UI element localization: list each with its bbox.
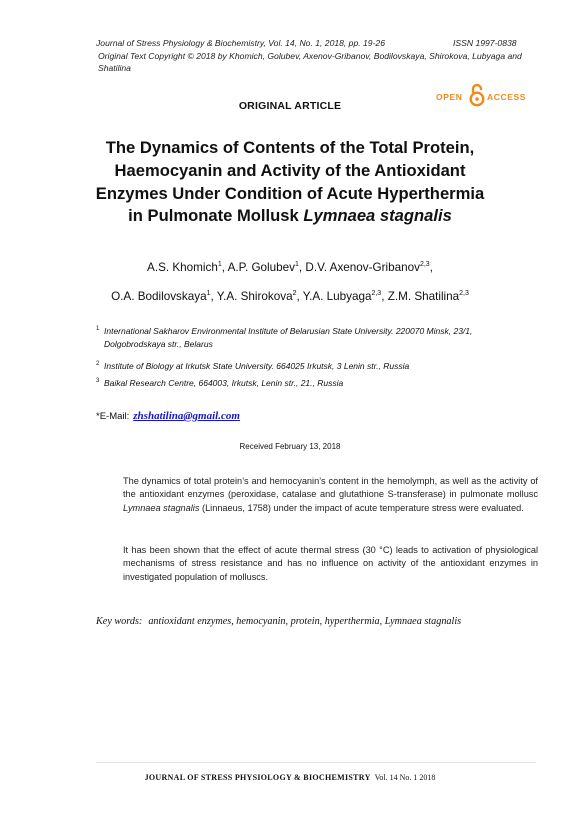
author-affil: 1	[206, 290, 211, 298]
author-affil: 2,3	[459, 290, 469, 298]
title-species: Lymnaea stagnalis	[303, 206, 452, 226]
title-prefix: in Pulmonate Mollusk	[128, 206, 304, 226]
copyright-line: Original Text Copyright © 2018 by Khomich, Golubev, Axenov-Gribanov, Bodilovskaya, Shirokova, Lubyaga and Shatilina	[98, 50, 522, 74]
title-line-4	[60, 205, 520, 228]
author-name: O.A. Bodilovskaya	[111, 290, 207, 303]
issn: ISSN 1997-0838	[453, 38, 517, 48]
keywords	[96, 616, 536, 627]
author-separator: ,	[221, 261, 228, 274]
affiliation-3	[96, 377, 536, 390]
title-line-1: The Dynamics of Contents of the Total Protein,	[105, 138, 475, 157]
author-name: A.P. Golubev	[227, 261, 295, 274]
article-type: ORIGINAL ARTICLE	[238, 100, 342, 112]
affiliation-number: 1	[96, 326, 100, 332]
page-footer	[0, 773, 580, 782]
footer-journal: JOURNAL OF STRESS PHYSIOLOGY & BIOCHEMISTRY	[144, 773, 371, 782]
author-separator: ,	[429, 261, 433, 274]
author-name: D.V. Axenov-Gribanov	[305, 261, 420, 274]
article-title	[60, 137, 520, 228]
author-name: A.S. Khomich	[147, 261, 218, 274]
author-affil: 1	[217, 261, 222, 269]
author-name: Y.A. Lubyaga	[302, 290, 372, 303]
journal-header	[96, 37, 536, 75]
title-line-3: Enzymes Under Condition of Acute Hyperthermia	[95, 183, 485, 203]
footer-divider	[96, 762, 536, 763]
keywords-text: antioxidant enzymes, hemocyanin, protein, hyperthermia, Lymnaea stagnalis	[148, 616, 462, 627]
author-separator: ,	[210, 290, 217, 303]
affiliation-number: 3	[96, 378, 100, 384]
open-access-logo	[436, 82, 536, 110]
authors-line-1	[60, 261, 520, 274]
author-name: Y.A. Shirokova	[216, 290, 293, 303]
abstract-paragraph-2: It has been shown that the effect of acute thermal stress (30 °C) leads to activation of physiological mechanisms of stress resistance and has no influence on activity of the antioxidant enzymes in investigated population of molluscs.	[123, 545, 538, 582]
author-affil: 2	[292, 290, 297, 298]
open-access-right: ACCESS	[487, 92, 527, 102]
email-link[interactable]: zhshatilina@gmail.com	[133, 410, 240, 422]
affiliation-text: Baikal Research Centre, 664003, Irkutsk, Lenin str., 21., Russia	[104, 378, 344, 388]
affiliation-text: Institute of Biology at Irkutsk State University. 664025 Irkutsk, 3 Lenin str., Russia	[104, 361, 410, 371]
email-label: *E-Mail:	[96, 411, 130, 422]
title-line-2: Haemocyanin and Activity of the Antioxidant	[114, 160, 466, 180]
citation-line: Journal of Stress Physiology & Biochemistry, Vol. 14, No. 1, 2018, pp. 19-26	[96, 38, 385, 48]
abstract-paragraph-1	[123, 475, 538, 515]
affiliation-1	[96, 325, 536, 350]
author-separator: ,	[298, 261, 306, 274]
affiliation-number: 2	[96, 361, 100, 367]
footer-volume: Vol. 14 No. 1 2018	[374, 773, 436, 782]
abstract-text: The dynamics of total protein’s and hemocyanin’s content in the hemolymph, as well as the activity of the antioxidant enzymes (peroxidase, catalase and glutathione S-transferase) in pulmonate mollusc	[123, 476, 538, 500]
author-affil: 1	[294, 261, 299, 269]
author-affil: 2,3	[419, 261, 430, 269]
received-date: Received February 13, 2018	[239, 442, 341, 451]
open-access-lock-icon	[469, 82, 485, 108]
author-affil: 2,3	[371, 290, 382, 298]
affiliation-text: International Sakharov Environmental Institute of Belarusian State University. 220070 Minsk, 23/1, Dolgobrodskaya str., Belarus	[104, 326, 473, 349]
author-separator: ,	[381, 290, 388, 303]
affiliation-2	[96, 360, 536, 373]
author-name: Z.M. Shatilina	[387, 290, 460, 303]
authors-line-2	[60, 290, 520, 303]
abstract-text: (Linnaeus, 1758) under the impact of acute temperature stress were evaluated.	[199, 502, 524, 513]
author-separator: ,	[296, 290, 303, 303]
keywords-label: Key words:	[96, 616, 143, 627]
open-access-left: OPEN	[436, 92, 463, 102]
corresponding-email	[96, 410, 240, 422]
abstract-species: Lymnaea stagnalis	[123, 502, 200, 513]
